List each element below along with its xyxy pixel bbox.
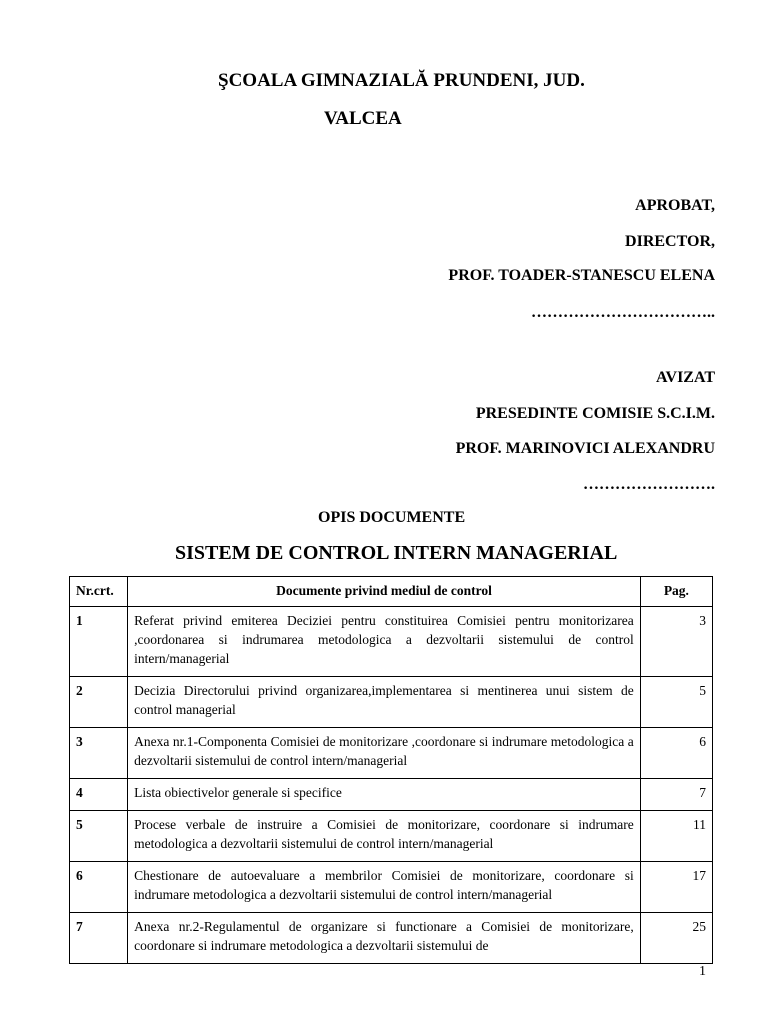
table-row	[70, 607, 713, 677]
director-label: DIRECTOR,	[625, 233, 715, 250]
row-page: 25	[640, 913, 712, 964]
row-page: 5	[640, 677, 712, 728]
table-row	[70, 811, 713, 862]
document-list-title: OPIS DOCUMENTE	[318, 509, 466, 526]
president-signature-line: …………………….	[583, 476, 715, 493]
endorsed-label: AVIZAT	[656, 369, 715, 386]
row-page: 7	[640, 779, 712, 811]
row-document: Referat privind emiterea Deciziei pentru constituirea Comisiei pentru monitorizarea ,coordonarea si indrumarea metodologica a dezvoltarii sistemului de control intern/managerial	[128, 607, 641, 677]
documents-table	[69, 576, 713, 964]
row-number: 1	[70, 607, 128, 677]
header-documents: Documente privind mediul de control	[128, 577, 641, 607]
header-page: Pag.	[640, 577, 712, 607]
table-row	[70, 779, 713, 811]
row-number: 2	[70, 677, 128, 728]
header-nr: Nr.crt.	[70, 577, 128, 607]
row-document: Lista obiectivelor generale si specifice	[128, 779, 641, 811]
school-name-line2: VALCEA	[324, 108, 402, 129]
table-row	[70, 913, 713, 964]
table-row	[70, 677, 713, 728]
row-number: 5	[70, 811, 128, 862]
page-number: 1	[699, 964, 706, 979]
row-number: 4	[70, 779, 128, 811]
director-signature-line: ……………………………..	[531, 304, 715, 321]
row-document: Chestionare de autoevaluare a membrilor Comisiei de monitorizare, coordonare si indrumare metodologica a dezvoltarii sistemului de control intern/managerial	[128, 862, 641, 913]
director-name: PROF. TOADER-STANESCU ELENA	[448, 267, 715, 284]
committee-president-name: PROF. MARINOVICI ALEXANDRU	[455, 440, 715, 457]
system-title: SISTEM DE CONTROL INTERN MANAGERIAL	[175, 542, 618, 564]
row-number: 6	[70, 862, 128, 913]
row-number: 3	[70, 728, 128, 779]
row-page: 11	[640, 811, 712, 862]
row-document: Anexa nr.1-Componenta Comisiei de monitorizare ,coordonare si indrumare metodologica a dezvoltarii sistemului de control intern/managerial	[128, 728, 641, 779]
table-row	[70, 862, 713, 913]
row-page: 6	[640, 728, 712, 779]
table-row	[70, 728, 713, 779]
row-number: 7	[70, 913, 128, 964]
row-document: Decizia Directorului privind organizarea,implementarea si mentinerea unui sistem de control managerial	[128, 677, 641, 728]
approved-label: APROBAT,	[635, 197, 715, 214]
school-name-line1: ŞCOALA GIMNAZIALĂ PRUNDENI, JUD.	[218, 70, 585, 91]
row-page: 17	[640, 862, 712, 913]
row-page: 3	[640, 607, 712, 677]
row-document: Procese verbale de instruire a Comisiei de monitorizare, coordonare si indrumare metodologica a dezvoltarii sistemului de control intern/managerial	[128, 811, 641, 862]
row-document: Anexa nr.2-Regulamentul de organizare si functionare a Comisiei de monitorizare, coordonare si indrumare metodologica a dezvoltarii sistemului de	[128, 913, 641, 964]
committee-president-label: PRESEDINTE COMISIE S.C.I.M.	[475, 405, 715, 422]
table-header-row	[70, 577, 713, 607]
